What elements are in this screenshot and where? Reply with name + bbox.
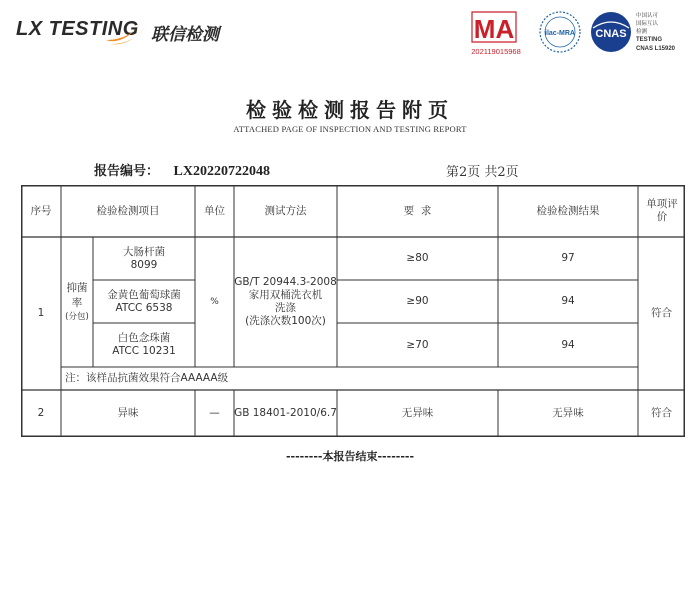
row2-unit: — <box>209 407 220 419</box>
page-subtitle: ATTACHED PAGE OF INSPECTION AND TESTING REPORT <box>233 124 467 134</box>
row1-seq: 1 <box>37 307 45 319</box>
row1-evaluation: 符合 <box>651 307 672 319</box>
row1-unit: % <box>210 296 219 307</box>
row1-group-sub: (分包) <box>65 311 89 322</box>
page-info: 第2页 共2页 <box>446 165 519 180</box>
row1-group-label: 抑菌率 <box>66 281 88 309</box>
accreditation-marks <box>468 8 698 58</box>
header-seq: 序号 <box>30 204 52 217</box>
row1-method-line2: 家用双桶洗衣机 <box>248 289 323 301</box>
bacteria-2-code: ATCC 6538 <box>115 301 173 314</box>
row1-method-line1: GB/T 20944.3-2008 <box>234 276 337 288</box>
report-header <box>0 0 700 64</box>
row2-method: GB 18401-2010/6.7 <box>234 407 337 419</box>
req-2: ≥90 <box>406 295 429 307</box>
row2-evaluation: 符合 <box>651 407 672 419</box>
bacteria-2 <box>93 280 195 323</box>
row2-item: 异味 <box>117 407 139 419</box>
row1-method-line3: 洗涤 <box>275 302 296 314</box>
bacteria-1 <box>93 237 195 280</box>
result-3: 94 <box>561 338 575 351</box>
logo-swoosh-icon <box>102 14 148 48</box>
bacteria-3 <box>93 323 195 367</box>
row1-method-line4: (洗涤次数100次) <box>245 315 326 327</box>
ilac-text: ilac-MRA <box>545 30 575 37</box>
header-requirement: 要 求 <box>403 204 432 217</box>
cnas-side-1: 中国认可 <box>636 13 659 19</box>
report-number-value: LX20220722048 <box>173 164 270 179</box>
header-result: 检验检测结果 <box>536 204 600 217</box>
cnas-side-3: 检测 <box>636 29 648 35</box>
header-item: 检验检测项目 <box>96 204 160 217</box>
header-method: 测试方法 <box>264 204 307 217</box>
cnas-mark-icon <box>591 12 631 52</box>
ma-mark-icon <box>471 12 521 56</box>
logo-text: LX TESTING <box>16 18 139 40</box>
report-end-marker: --------本报告结束-------- <box>285 450 415 463</box>
bacteria-3-name: 白色念珠菌 <box>117 332 171 344</box>
row1-note: 注：该样品抗菌效果符合AAAAA级 <box>65 372 229 384</box>
company-logo <box>16 14 276 48</box>
row2-requirement: 无异味 <box>401 407 434 419</box>
ma-text: MA <box>473 14 515 44</box>
cnas-text: CNAS <box>595 28 627 40</box>
header-unit: 单位 <box>204 204 225 217</box>
row2-result: 无异味 <box>552 407 584 419</box>
result-2: 94 <box>561 295 575 307</box>
report-number <box>94 160 270 180</box>
bacteria-3-code: ATCC 10231 <box>112 345 176 357</box>
report-number-label: 报告编号： <box>94 164 160 179</box>
bacteria-1-name: 大肠杆菌 <box>123 245 165 258</box>
result-1: 97 <box>561 252 575 264</box>
header-evaluation: 单项评价 <box>646 198 678 223</box>
row1-method <box>234 237 337 367</box>
cnas-side-5: CNAS L15920 <box>636 46 676 52</box>
row1-group <box>61 237 93 367</box>
results-table <box>21 185 685 437</box>
row2-seq: 2 <box>37 407 45 419</box>
page-title: 检验检测报告附页 <box>246 98 454 122</box>
bacteria-2-name: 金黄色葡萄球菌 <box>107 288 181 301</box>
req-3: ≥70 <box>406 338 429 351</box>
cnas-side-4: TESTING <box>636 37 663 43</box>
bacteria-1-code: 8099 <box>130 258 158 271</box>
cnas-side-2: 国际互认 <box>636 21 659 27</box>
req-1: ≥80 <box>406 252 429 264</box>
ilac-mra-mark-icon <box>540 12 580 52</box>
logo-cn-text: 联信检测 <box>151 25 219 45</box>
ma-number: 202119015968 <box>471 47 521 56</box>
